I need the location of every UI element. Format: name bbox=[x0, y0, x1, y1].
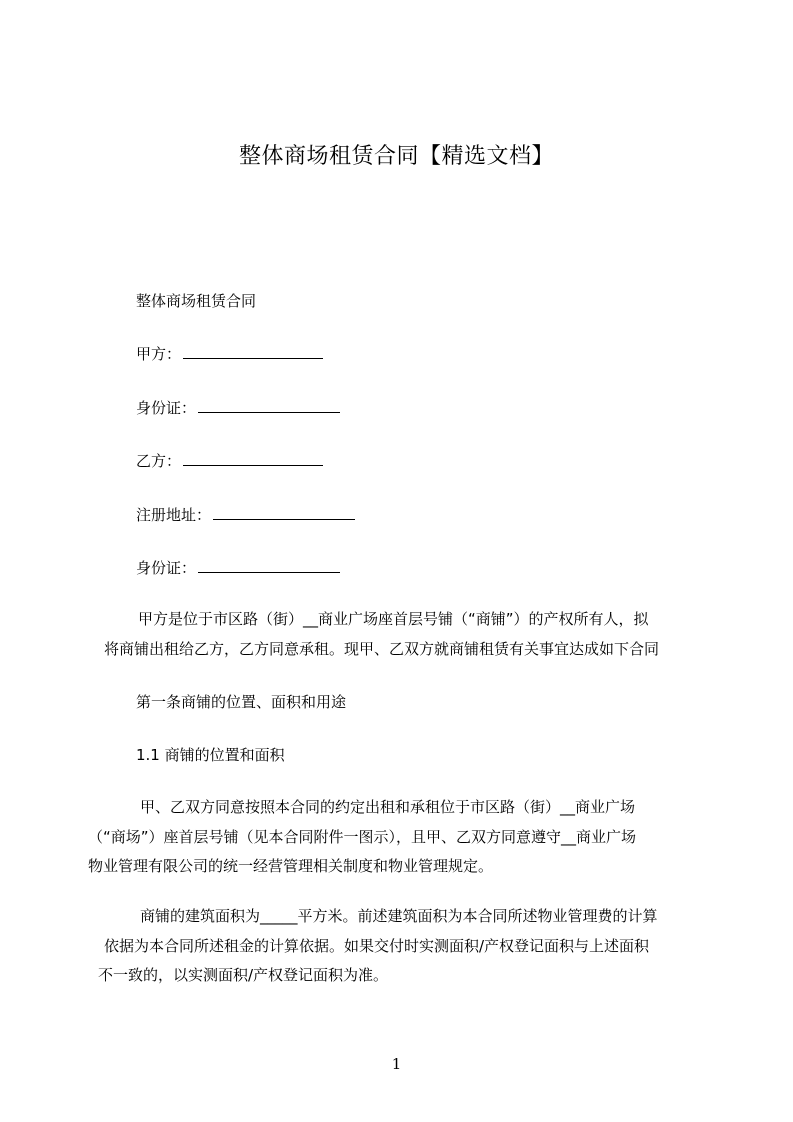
article-1-para2-line-2: 依据为本合同所述租金的计算依据。如果交付时实测面积/产权登记面积与上述面积 bbox=[104, 936, 650, 955]
page-number: 1 bbox=[391, 1055, 402, 1073]
id-card-label-2: 身份证： bbox=[136, 559, 197, 577]
id-card-field-1 bbox=[136, 398, 340, 418]
id-card-field-2 bbox=[136, 558, 340, 578]
party-a-field bbox=[136, 344, 323, 364]
article-1-paragraph-1 bbox=[88, 793, 704, 882]
registered-address-field bbox=[136, 505, 355, 525]
intro-line-2: 将商铺出租给乙方，乙方同意承租。现甲、乙双方就商铺租赁有关事宜达成如下合同 bbox=[104, 639, 660, 658]
party-a-label: 甲方： bbox=[136, 345, 182, 363]
id-card-label-1: 身份证： bbox=[136, 399, 197, 417]
party-b-label: 乙方： bbox=[136, 452, 182, 470]
registered-address-label: 注册地址： bbox=[136, 506, 212, 524]
article-1-para1-line-2: （“商场”）座首层号铺（见本合同附件一图示），且甲、乙双方同意遵守__商业广场 bbox=[88, 827, 637, 846]
party-a-blank bbox=[183, 344, 323, 359]
section-1-1-heading: 1.1 商铺的位置和面积 bbox=[136, 746, 285, 764]
party-b-field bbox=[136, 451, 323, 471]
intro-line-1: 甲方是位于市区路（街）__商业广场座首层号铺（“商铺”）的产权所有人，拟 bbox=[138, 610, 649, 628]
article-1-para1-line-3: 物业管理有限公司的统一经营管理相关制度和物业管理规定。 bbox=[88, 857, 494, 875]
article-1-paragraph-2 bbox=[98, 902, 704, 991]
article-1-para2-line-3: 不一致的，以实测面积/产权登记面积为准。 bbox=[98, 966, 389, 984]
registered-address-blank bbox=[213, 505, 355, 520]
id-card-blank-1 bbox=[198, 398, 340, 413]
document-subtitle: 整体商场租赁合同 bbox=[136, 292, 257, 310]
id-card-blank-2 bbox=[198, 558, 340, 573]
article-1-para2-line-1: 商铺的建筑面积为_____平方米。前述建筑面积为本合同所述物业管理费的计算 bbox=[140, 907, 658, 925]
intro-paragraph bbox=[104, 605, 704, 664]
article-1-para1-line-1: 甲、乙双方同意按照本合同的约定出租和承租位于市区路（街）__商业广场 bbox=[140, 798, 636, 816]
party-b-blank bbox=[183, 451, 323, 466]
article-1-heading: 第一条商铺的位置、面积和用途 bbox=[136, 693, 347, 711]
document-title: 整体商场租赁合同【精选文档】 bbox=[238, 144, 554, 169]
